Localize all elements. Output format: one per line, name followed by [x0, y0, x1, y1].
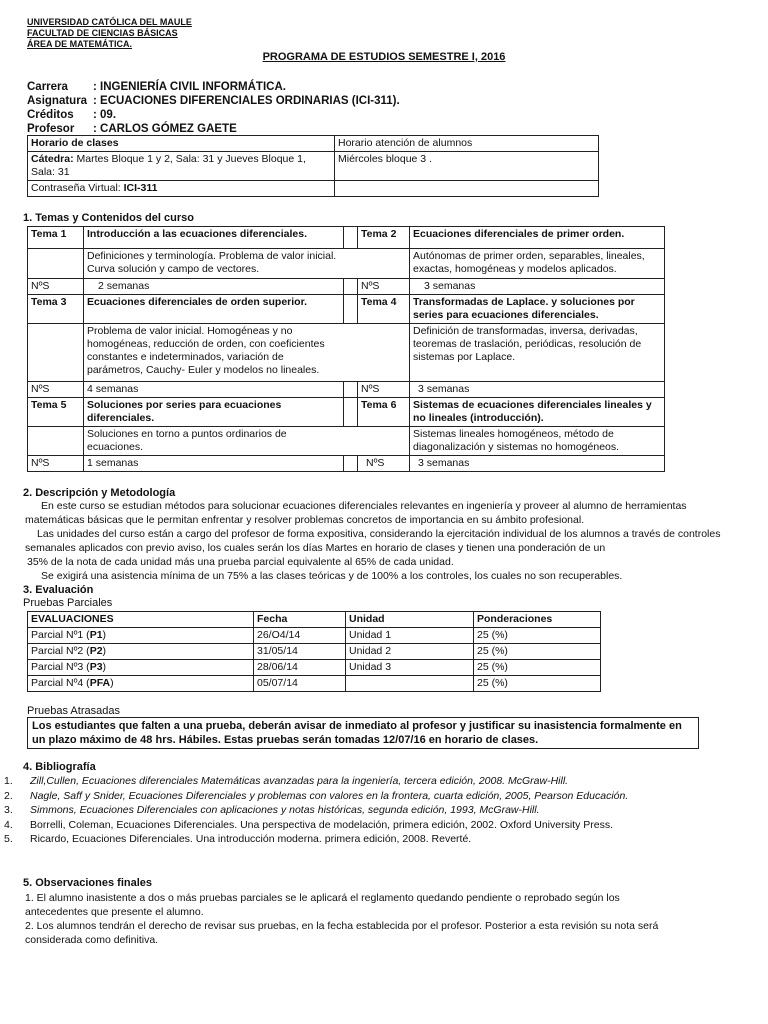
topic3-title: Ecuaciones diferenciales de orden superior. [84, 295, 344, 324]
info-label: Créditos [27, 109, 74, 121]
schedule-catedra [28, 152, 335, 181]
eval-date: 26/O4/14 [254, 628, 346, 644]
university-header [27, 17, 192, 50]
observation-2: 2. Los alumnos tendrán el derecho de revisar sus pruebas, en la fecha establecida por el profesor. Posterior a esta revisión su nota será considerada como definitiva. [25, 920, 659, 946]
schedule-attention-time: Miércoles bloque 3 . [335, 152, 599, 181]
header-line-faculty: FACULTAD DE CIENCIAS BÁSICAS [27, 28, 178, 38]
topics-table [27, 226, 665, 472]
info-row-asignatura [27, 94, 400, 108]
info-row-creditos [27, 108, 400, 122]
method-paragraph-3: Se exigirá una asistencia mínima de un 75% a las clases teóricas y de 100% a los controles, los cuales no son recuperables. [41, 570, 623, 582]
eval-unit: Unidad 2 [346, 644, 474, 660]
section-method-title: 2. Descripción y Metodología [23, 487, 176, 499]
topic-spacer [344, 227, 358, 249]
bibliography-item: 1. Zill,Cullen, Ecuaciones diferenciales Matemáticas avanzadas para la ingeniería, tercera edición, 2008. McGraw-Hill. [4, 775, 569, 787]
eval-name: Parcial Nº4 (PFA) [28, 676, 254, 692]
topic2-tag: Tema 2 [358, 227, 410, 249]
schedule-header-attention: Horario atención de alumnos [335, 136, 599, 152]
eval-name: Parcial Nº2 (P2) [28, 644, 254, 660]
eval-date: 31/05/14 [254, 644, 346, 660]
topic5-title: Soluciones por series para ecuaciones diferenciales. [84, 398, 344, 427]
method-paragraph-2b: 35% de la nota de cada unidad más una prueba parcial equivalente al 65% de cada unidad. [27, 556, 454, 568]
topic4-weeks: 3 semanas [410, 382, 665, 398]
eval-weight: 25 (%) [474, 628, 601, 644]
eval-unit: Unidad 1 [346, 628, 474, 644]
catedra-label: Cátedra: [31, 153, 74, 165]
method-text [25, 499, 725, 583]
late-tests-box: Los estudiantes que falten a una prueba, deberán avisar de inmediato al profesor y justificar su inasistencia formalmente en un plazo máximo de 48 hrs. Hábiles. Estas pruebas serán tomadas 12/07/16 en horario de clases. [27, 717, 699, 749]
topic6-weeks: 3 semanas [410, 456, 665, 472]
late-tests-subtitle: Pruebas Atrasadas [27, 705, 120, 717]
info-label: Asignatura [27, 95, 88, 107]
topic2-description: Autónomas de primer orden, separables, lineales, exactas, homogéneas y modelos aplicados. [410, 249, 665, 279]
header-line-area: ÁREA DE MATEMÁTICA. [27, 39, 132, 49]
eval-header: Unidad [346, 612, 474, 628]
topic4-ns-label: NºS [358, 382, 410, 398]
observations-text [25, 891, 665, 947]
eval-weight: 25 (%) [474, 644, 601, 660]
topic5-tag: Tema 5 [28, 398, 84, 427]
topic4-title: Transformadas de Laplace. y soluciones por series para ecuaciones diferenciales. [410, 295, 665, 324]
info-value: : INGENIERÍA CIVIL INFORMÁTICA. [93, 81, 286, 93]
schedule-header-classes: Horario de clases [28, 136, 335, 152]
eval-date: 28/06/14 [254, 660, 346, 676]
topic4-tag: Tema 4 [358, 295, 410, 324]
eval-unit [346, 676, 474, 692]
catedra-text: Martes Bloque 1 y 2, Sala: 31 y Jueves Bloque 1, Sala: 31 [31, 153, 306, 178]
partial-tests-subtitle: Pruebas Parciales [23, 597, 113, 609]
evaluation-table [27, 611, 601, 692]
method-paragraph-2: Las unidades del curso están a cargo del profesor de forma expositiva, considerando la ejercitación individual de los alumnos a través de controles semanales aplicados con previo aviso, los cuales serán los días Martes en horario de clases y tienen una ponderación de un [25, 528, 721, 554]
topic5-weeks: 1 semanas [84, 456, 344, 472]
bibliography-item: 2. Nagle, Saff y Snider, Ecuaciones Diferenciales y problemas con valores en la frontera, cuarta edición, 2005, Pearson Educación. [4, 789, 629, 802]
topic3-tag: Tema 3 [28, 295, 84, 324]
topic6-tag: Tema 6 [358, 398, 410, 427]
eval-weight: 25 (%) [474, 660, 601, 676]
course-info [27, 80, 400, 136]
topic3-ns-label: NºS [28, 382, 84, 398]
topic1-tag: Tema 1 [28, 227, 84, 249]
section-evaluation-title: 3. Evaluación [23, 584, 94, 596]
eval-weight: 25 (%) [474, 676, 601, 692]
password-value: ICI-311 [123, 182, 158, 194]
section-topics-title: 1. Temas y Contenidos del curso [23, 212, 194, 224]
topic2-title: Ecuaciones diferenciales de primer orden. [410, 227, 665, 249]
info-value: : CARLOS GÓMEZ GAETE [93, 123, 237, 135]
topic3-weeks: 4 semanas [84, 382, 344, 398]
document-title: PROGRAMA DE ESTUDIOS SEMESTRE I, 2016 [262, 51, 506, 63]
eval-header: Ponderaciones [474, 612, 601, 628]
topic1-ns-label: NºS [28, 279, 84, 295]
topic1-description: Definiciones y terminología. Problema de valor inicial. Curva solución y campo de vectores. [84, 249, 344, 279]
info-value: : 09. [93, 109, 117, 121]
eval-row [28, 644, 601, 660]
topic2-weeks: 3 semanas [410, 279, 665, 295]
topic1-weeks: 2 semanas [84, 279, 344, 295]
topic6-title: Sistemas de ecuaciones diferenciales lineales y no lineales (introducción). [410, 398, 665, 427]
schedule-empty-cell [335, 181, 599, 197]
eval-header: Fecha [254, 612, 346, 628]
bibliography-item: 3. Simmons, Ecuaciones Diferenciales con aplicaciones y notas históricas, segunda edición, 1993, McGraw-Hill. [4, 804, 540, 816]
section-bibliography-title: 4. Bibliografía [23, 761, 96, 773]
info-row-carrera [27, 80, 400, 94]
bibliography-item: 5. Ricardo, Ecuaciones Diferenciales. Una introducción moderna. primera edición, 2008. Reverté. [4, 833, 472, 845]
topic5-description: Soluciones en torno a puntos ordinarios de ecuaciones. [84, 427, 344, 456]
bibliography-list [4, 774, 628, 847]
eval-row [28, 628, 601, 644]
topic1-title: Introducción a las ecuaciones diferenciales. [84, 227, 344, 249]
schedule-table [27, 135, 599, 197]
schedule-password [28, 181, 335, 197]
password-label: Contraseña Virtual: [31, 182, 124, 194]
info-label: Profesor [27, 123, 75, 135]
topic4-description: Definición de transformadas, inversa, derivadas, teoremas de traslación, periódicas, resolución de sistemas por Laplace. [410, 324, 665, 382]
observation-1: 1. El alumno inasistente a dos o más pruebas parciales se le aplicará el reglamento quedando pendiente o reprobado según los antecedentes que presente el alumno. [25, 892, 620, 918]
bibliography-item: 4. Borrelli, Coleman, Ecuaciones Diferenciales. Una perspectiva de modelación, primera edición, 2002. Oxford University Press. [4, 818, 614, 831]
info-label: Carrera [27, 81, 68, 93]
eval-header: EVALUACIONES [28, 612, 254, 628]
eval-unit: Unidad 3 [346, 660, 474, 676]
info-value: : ECUACIONES DIFERENCIALES ORDINARIAS (ICI-311). [93, 95, 400, 107]
section-observations-title: 5. Observaciones finales [23, 877, 153, 889]
topic6-ns-label: NºS [358, 456, 410, 472]
info-row-profesor [27, 122, 400, 136]
header-line-university: UNIVERSIDAD CATÓLICA DEL MAULE [27, 17, 192, 27]
method-paragraph-1: En este curso se estudian métodos para solucionar ecuaciones diferenciales relevantes en ingeniería y proveer al alumno de herramientas matemáticas básicas que le permitan enfrentar y resolver problemas concretos de importancia en su ámbito profesional. [25, 500, 687, 526]
eval-row [28, 676, 601, 692]
topic5-ns-label: NºS [28, 456, 84, 472]
eval-date: 05/07/14 [254, 676, 346, 692]
topic2-ns-label: NºS [358, 279, 410, 295]
topic3-description: Problema de valor inicial. Homogéneas y no homogéneas, reducción de orden, con coeficientes constantes e indeterminados, variación de parámetros, Cauchy- Euler y modelos no lineales. [84, 324, 344, 382]
eval-row [28, 660, 601, 676]
eval-name: Parcial Nº3 (P3) [28, 660, 254, 676]
eval-name: Parcial Nº1 (P1) [28, 628, 254, 644]
topic6-description: Sistemas lineales homogéneos, método de diagonalización y sistemas no homogéneos. [410, 427, 665, 456]
